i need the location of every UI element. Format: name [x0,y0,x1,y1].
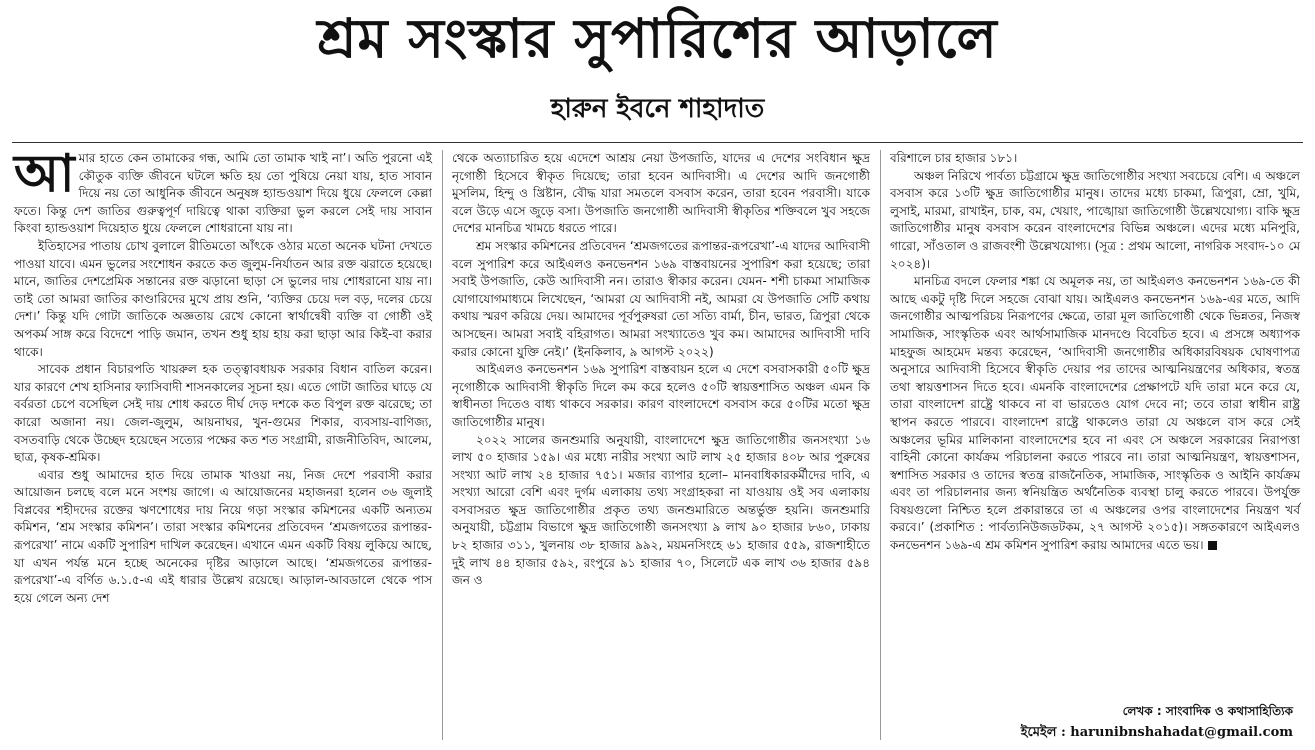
author-credit: লেখক : সাংবাদিক ও কথাসাহিত্যিক [1122,704,1293,718]
column-divider [880,150,881,740]
column-2 [452,150,870,590]
author-email: ইমেইল : harunibnshahadat@gmail.com [1020,725,1293,740]
column-3 [890,150,1300,555]
byline: হারুন ইবনে শাহাদাত [550,94,765,124]
paragraph: আইএলও কনভেনশন ১৬৯ সুপারিশ বাস্তবায়ন হলে এ দেশে বসবাসকারী ৫০টি ক্ষুদ্র নৃগোষ্ঠীকে আদিবাসী স্বীকৃতি দিলে কম করে হলেও ৫০টি স্বায়ত্তশাসিত অঞ্চল এমন কি স্বাধীনতা দিতেও বাধ্য থাকবে সরকার। কারণ বাংলাদেশে বসবাস করে ৫০টির মতো ক্ষুদ্র জাতিগোষ্ঠীর মানুষ। [452,362,870,429]
paragraph [890,273,1300,555]
headline: শ্রম সংস্কার সুপারিশের আড়ালে [317,7,998,70]
end-mark-icon [1208,541,1217,550]
paragraph: বরিশালে চার হাজার ১৮১। [890,151,1018,165]
paragraph: অঞ্চল নিরিখে পার্বত্য চট্টগ্রামে ক্ষুদ্র জাতিগোষ্ঠীর সংখ্যা সবচেয়ে বেশি। এ অঞ্চলে বসবাস করে ১৩টি ক্ষুদ্র জাতিগোষ্ঠীর মানুষ। তাদের মধ্যে চাকমা, ত্রিপুরা, ম্রো, খুমি, লুসাই, মারমা, রাখাইন, চাক, বম, খেয়াং, পাঙ্খোয়া জাতিগোষ্ঠী উল্লেখযোগ্য। বাকি ক্ষুদ্র জাতিগোষ্ঠীর মানুষ বসবাস করেন বাংলাদেশের বিভিন্ন অঞ্চলে। এদের মধ্যে মনিপুরি, গারো, সাঁওতাল ও রাজবংশী উল্লেখযোগ্য। (সূত্র : প্রথম আলো, নাগরিক সংবাদ-১০ মে ২০২৪)। [890,168,1300,271]
paragraph [14,143,432,238]
paragraph: ইতিহাসের পাতায় চোখ বুলালে রীতিমতো আঁৎকে ওঠার মতো অনেক ঘটনা দেখতে পাওয়া যাবে। এমন ভুলের সংশোধন করতে কত জুলুম-নির্যাতন আর রক্ত ঝরাতে হয়েছে। মানে, জাতির দেশপ্রেমিক সন্তানের রক্ত ঝড়ানো ছাড়া সে ভুলের দায় শোধরানো যায় না। তাই তো আমরা জাতির কাণ্ডারিদের মুখে প্রায় শুনি, ‘ব্যক্তির চেয়ে দল বড়, দলের চেয়ে দেশ।’ কিন্তু যদি গোটা জাতিকে অজ্ঞতায় রেখে কোনো স্বার্থান্বেষী ব্যক্তি বা গোষ্ঠী ওই অপকর্ম সাঙ্গ করে বিদেশে পাড়ি জমান, তখন শুধু হায় হায় করা ছাড়া আর কিই-বা করার থাকে। [14,238,432,359]
paragraph: ২০২২ সালের জনশুমারি অনুযায়ী, বাংলাদেশে ক্ষুদ্র জাতিগোষ্ঠীর জনসংখ্যা ১৬ লাখ ৫০ হাজার ১৫৯। এর মধ্যে নারীর সংখ্যা আট লাখ ২৫ হাজার ৪০৮ আর পুরুষের সংখ্যা আট লাখ ২৪ হাজার ৭৫১। মজার ব্যাপার হলো– মানবাধিকারকর্মীদের দাবি, এ সংখ্যা আরো বেশি এবং দুর্গম এলাকায় তথ্য সংগ্রাহকরা না যাওয়ায় ওই সব এলাকায় বসবাসরত ক্ষুদ্র জাতিগোষ্ঠীর প্রকৃত তথ্য জনশুমারিতে অন্তর্ভুক্ত হয়নি। জনশুমারি অনুযায়ী, চট্টগ্রাম বিভাগে ক্ষুদ্র জাতিগোষ্ঠী জনসংখ্যা ৯ লাখ ৯০ হাজার ৮৬০, ঢাকায় ৮২ হাজার ৩১১, খুলনায় ৩৮ হাজার ৯৯২, ময়মনসিংহে ৬১ হাজার ৫৫৯, রাজশাহীতে দুই লাখ ৪৪ হাজার ৫৯২, রংপুরে ৯১ হাজার ৭০, সিলেটে এক লাখ ৩৬ হাজার ৫৯৪ জন ও [452,432,870,588]
title-rule [12,142,1303,143]
paragraph-text: মানচিত্র বদলে ফেলার শঙ্কা যে অমূলক নয়, তা আইএলও কনভেনশন ১৬৯-তে কী আছে একটু দৃষ্টি দিলে সহজে বোঝা যায়। আইএলও কনভেনশন ১৬৯-এর মতে, আদি জনগোষ্ঠীর আত্মপরিচয় নিরূপণের ক্ষেত্রে, তারা মূল জাতিগোষ্ঠী থেকে ভিন্নতর, নিজস্ব সামাজিক, সাংস্কৃতিক এবং আর্থসামাজিক মানদণ্ডে বিবেচিত হবে। এ প্রসঙ্গে অধ্যাপক মাহফুজ আহমেদ মন্তব্য করেছেন, ‘আদিবাসী জনগোষ্ঠীর অধিকারবিষয়ক ঘোষণাপত্র অনুসারে আদিবাসী হিসেবে স্বীকৃতি দেয়ার পর তাদের আত্মনিয়ন্ত্রণের অধিকার, স্বতন্ত্র তথা স্বায়ত্তশাসন দিতে হবে। এমনকি বাংলাদেশের প্রেক্ষাপটে যদি তারা মনে করে যে, তারা বাংলাদেশ রাষ্ট্রে থাকবে না বা ভারতেও যোগ দেবে না; তবে তারা স্বাধীন রাষ্ট্র স্থাপন করতে পারবে। বাংলাদেশ রাষ্ট্রে থাকলেও তারা যে অঞ্চলে বাস করে সেই অঞ্চলের ভূমির মালিকানা বাংলাদেশের হবে না এবং সে অঞ্চলে সরকারের নিরাপত্তা বাহিনী কোনো কার্যক্রম পরিচালনা করতে পারবে না। তারা আত্মনিয়ন্ত্রণ, স্বায়ত্তশাসন, স্বশাসিত সরকার ও তাদের স্বতন্ত্র রাজনৈতিক, সামাজিক, সাংস্কৃতিক ও আইনি কার্যক্রম এবং তা পরিচালনার জন্য স্বনিয়ন্ত্রিত অর্থনৈতিক ব্যবস্থা চালু করতে পারবে। উপর্যুক্ত বিষয়গুলো নিশ্চিত হলে প্রকারান্তরে তা এ অঞ্চলের ওপর বাংলাদেশের নিয়ন্ত্রণ খর্ব করবে।’ (প্রকাশিত : পার্বত্যনিউজডটকম, ২৭ আগস্ট ২০১৫)। সঙ্গতকারণে আইএলও কনভেনশন ১৬৯-এ শ্রম কমিশন সুপারিশ করায় আমাদের এতে ভয়। [890,274,1300,553]
paragraph: থেকে অত্যাচারিত হয়ে এদেশে আশ্রয় নেয়া উপজাতি, যাদের এ দেশের সংবিধান ক্ষুদ্র নৃগোষ্ঠী হিসেবে স্বীকৃত দিয়েছে; তারা হবেন আদিবাসী। এ দেশের আদি জনগোষ্ঠী মুসলিম, হিন্দু ও খ্রিষ্টান, বৌদ্ধ যারা সমতলে বসবাস করেন, তারা হবেন পরবাসী। যাকে বলে উড়ে এসে জুড়ে বসা। উপজাতি জনগোষ্ঠী আদিবাসী স্বীকৃতির শক্তিবলে খুব সহজে দেশের মানচিত্র খামচে ধরতে পারে। [452,151,870,236]
paragraph: এবার শুধু আমাদের হাত দিয়ে তামাক খাওয়া নয়, নিজ দেশে পরবাসী করার আয়োজন চলছে বলে মনে সংশয় জাগে। এ আয়োজনের মহাজনরা হলেন ৩৬ জুলাই বিপ্লবের শহীদদের রক্তের ঋণশোধের দায় নিয়ে গড়া সংস্কার কমিশনের একটি অন্যতম কমিশন, ‘শ্রম সংস্কার কমিশন’। তারা সংস্কার কমিশনের প্রতিবেদন ‘শ্রমজগতের রূপান্তর-রূপরেখা’ নামে একটি সুপারিশ দাখিল করেছেন। এখানে এমন একটি বিষয় লুকিয়ে আছে, যা এখন পর্যন্ত মনে হচ্ছে অনেকের দৃষ্টির আড়ালে আছে। ‘শ্রমজগতের রূপান্তর-রূপরেখা’-এ বর্ণিত ৬.১.৫-এ এই ধারার উল্লেখ রয়েছে। আড়াল-আবডালে থেকে পাস হয়ে গেলে অন্য দেশ [14,467,432,605]
paragraph: শ্রম সংস্কার কমিশনের প্রতিবেদন ‘শ্রমজগতের রূপান্তর-রূপরেখা’-এ যাদের আদিবাসী বলে সুপারিশ করে আইএলও কনভেনশন ১৬৯ বাস্তবায়নের সুপারিশ করা হয়েছে; তারা সবাই উপজাতি, কেউ আদিবাসী নন। তারাও স্বীকার করেন। যেমন- শশী চাকমা সামাজিক যোগাযোগমাধ্যমে লিখেছেন, ‘আমরা যে আদিবাসী নই, আমরা যে উপজাতি সেটি কথায় কথায় স্মরণ করিয়ে দেয়। আমাদের পূর্বপুরুষরা তো সত্যি বার্মা, চীন, ভারত, ত্রিপুরা থেকে আসছেন। আমরা সবাই বহিরাগত। আমরা সংখ্যাতেও খুব কম। আমাদের আদিবাসী দাবি করার কোনো যুক্তি নেই।’ (ইনকিলাব, ৯ আগস্ট ২০২২) [452,238,870,359]
column-divider [442,150,443,740]
paragraph-text: মার হাতে কেন তামাকের গন্ধ, আমি তো তামাক খাই না’। অতি পুরনো এই কৌতুক ব্যক্তি জীবনে ঘটলে ক্ষতি হয় তো পুষিয়ে নেয়া যায়, হাত সাবান দিয়ে নয় তো আধুনিক জীবনে অনুষঙ্গ হ্যান্ডওয়াশ দিয়ে ধুয়ে ফেললে কেল্লা ফতে। কিন্তু দেশ জাতির গুরুত্বপূর্ণ দায়িত্বে থাকা ব্যক্তিরা ভুল করলে সেই দায় সাবান কিংবা হ্যান্ডওয়াশ দিয়েহাত ধুয়ে ফেললে শোধরানো যায় না। [14,151,432,236]
dropcap: আ [14,143,75,204]
paragraph: সাবেক প্রধান বিচারপতি খায়রুল হক তত্ত্বাবধায়ক সরকার বিধান বাতিল করেন। যার কারণে শেখ হাসিনার ফ্যাসিবাদী শাসনকালের সূচনা হয়। এতে গোটা জাতির ঘাড়ে যে বর্বরতা চেপে বসেছিল সেই দায় শোধ করতে দীর্ঘ দেড় দশকে কত বিপুল রক্ত ঝরেছে; তা কারো অজানা নয়। জেল-জুলুম, আয়নাঘর, খুন-গুমের শিকার, ব্যবসায়-বাণিজ্য, বসতবাড়ি থেকে উচ্ছেদ হয়েছেন সত্যের পক্ষের কত শত সংগ্রামী, রাজনীতিবিদ, আলেম, ছাত্র, কৃষক-শ্রমিক। [14,362,432,465]
column-1 [14,143,432,607]
